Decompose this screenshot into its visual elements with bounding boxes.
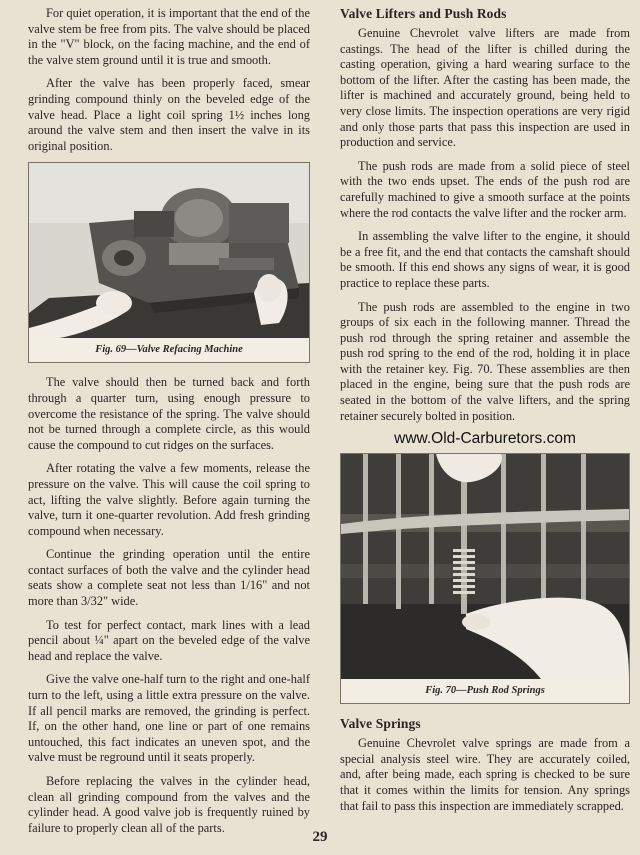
figure-caption: Fig. 70—Push Rod Springs	[425, 685, 545, 697]
paragraph: The valve should then be turned back and forth through a quarter turn, using enough pressure to overcome the resistance of the spring. The valve should not be turned through a complete circle, as this would cause the compound to cut ridges on the surfaces.	[28, 375, 310, 452]
paragraph: Genuine Chevrolet valve lifters are made from castings. The head of the lifter is chilled during the casting operation, giving a hard wearing surface to the bottom of the lifter. After the casting has been made, the lifter is machined and accurately ground, being held to very close limits. The inspection operations are very rigid and only those parts that pass this inspection are used in production and service.	[340, 26, 630, 150]
paragraph: Give the valve one-half turn to the right and one-half turn to the left, using a little extra pressure on the valve. If all pencil marks are removed, the grinding is perfect. If, on the other hand, one line or part of one remains untouched, this fact indicates an uneven spot, and the valve must be reground until it seats properly.	[28, 672, 310, 765]
page-number: 29	[312, 829, 328, 845]
paragraph: After the valve has been properly faced, smear grinding compound thinly on the beveled edge of the valve head. Place a light coil spring 1½ inches long around the valve stem and then insert the valve in its original position.	[28, 76, 310, 153]
paragraph: After rotating the valve a few moments, release the pressure on the valve. This will cause the coil spring to act, lifting the valve slightly. Before again turning the valve, turn it one-quarter revolution. Add fresh grinding compound when necessary.	[28, 461, 310, 538]
paragraph: Genuine Chevrolet valve springs are made from a special analysis steel wire. They are accurately coiled, and, after being made, each spring is checked to be sure that it comes within the limits for tension. Any springs that fail to pass this inspection are immediately scrapped.	[340, 736, 630, 813]
watermark-url: www.Old-Carburetors.com	[394, 430, 576, 448]
paragraph: The push rods are assembled to the engine in two groups of six each in the following manner. Thread the push rod through the spring retainer and assemble the push rod spring to the end of the rod, holding it in place with the retainer key. Fig. 70. These assemblies are then placed in the engine, being sure that the push rods are seated in the bottom of the valve lifters, and the spring retainer securely bolted in position.	[340, 299, 630, 423]
paragraph: Before replacing the valves in the cylinder head, clean all grinding compound from the valves and the cylinder head. A good valve job is frequently ruined by failure to properly clean all of the parts.	[28, 774, 310, 835]
valve-refacing-machine-photo	[29, 163, 309, 338]
paragraph: Continue the grinding operation until the entire contact surfaces of both the valve and the cylinder head seats show a complete seat not less than 1/16" and not more than 3/32" wide.	[28, 547, 310, 609]
figure-70	[340, 453, 630, 704]
section-heading: Valve Springs	[340, 716, 421, 732]
figure-69	[28, 162, 310, 363]
paragraph: In assembling the valve lifter to the engine, it should be a free fit, and the end that contacts the camshaft should be smooth. If this end shows any signs of wear, it is good practice to replace these parts.	[340, 229, 630, 290]
section-heading: Valve Lifters and Push Rods	[340, 6, 507, 21]
paragraph: To test for perfect contact, mark lines with a lead pencil about ¼" apart on the beveled edge of the valve head and replace the valve.	[28, 617, 310, 663]
push-rod-springs-photo	[341, 454, 629, 679]
right-column	[340, 6, 630, 822]
paragraph: For quiet operation, it is important that the end of the valve stem be free from pits. The valve should be placed in the "V" block, on the facing machine, and the end of the valve stem ground until it is true and smooth.	[28, 6, 310, 67]
figure-caption: Fig. 69—Valve Refacing Machine	[95, 344, 243, 356]
left-column	[28, 6, 310, 844]
paragraph: The push rods are made from a solid piece of steel with the two ends upset. The ends of the push rod are carefully machined to give a smooth surface at the points where the rod contacts the valve lifter and the rocker arm.	[340, 158, 630, 220]
